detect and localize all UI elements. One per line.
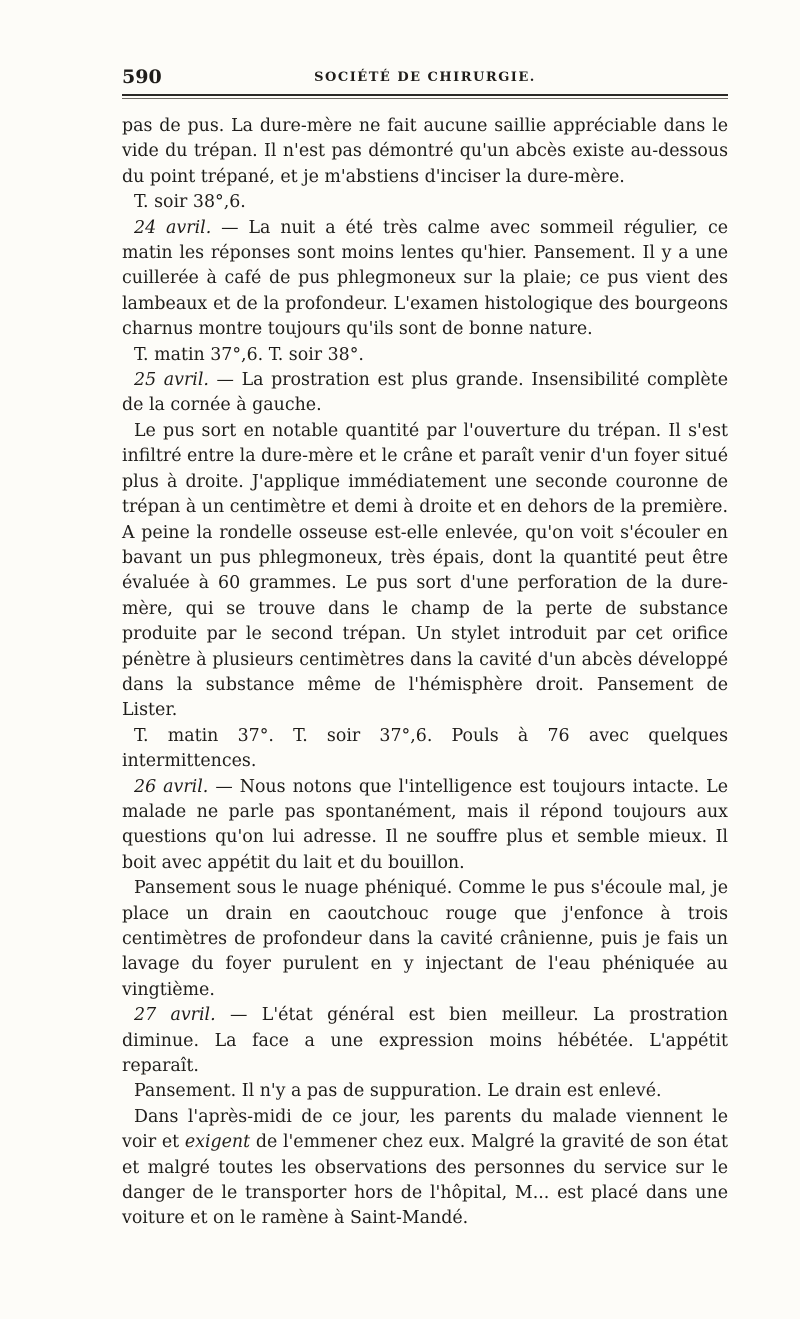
emphasis: exigent <box>184 1132 251 1153</box>
paragraph: Pansement sous le nuage phéniqué. Comme le pus s'écoule mal, je place un drain en caoutchouc rouge que j'enfonce à trois centimètres de profondeur dans la cavité crânienne, puis je fais un lavage du foyer purulent en y injectant de l'eau phéniquée au vingtième. <box>122 878 728 1000</box>
page <box>122 64 728 1232</box>
paragraph: Dans l'après-midi de ce jour, les parents du malade viennent le voir et exigent de l'emmener chez eux. Malgré la gravité de son état et malgré toutes les observations des personnes du service sur le danger de le transporter hors de l'hôpital, M... est placé dans une voiture et on le ramène à Saint-Mandé. <box>122 1106 728 1229</box>
paragraph: 26 avril. — Nous notons que l'intelligence est toujours intacte. Le malade ne parle pas spontanément, mais il répond toujours aux questions qu'on lui adresse. Il ne souffre plus et semble mieux. Il boit avec appétit du lait et du bouillon. <box>122 776 728 873</box>
entry-date: 25 avril. <box>134 370 209 391</box>
paragraph: pas de pus. La dure-mère ne fait aucune saillie appréciable dans le vide du trépan. Il n'est pas démontré qu'un abcès existe au-dessous du point trépané, et je m'abstiens d'inciser la dure-mère. <box>122 116 728 187</box>
paragraph: T. matin 37°,6. T. soir 38°. <box>134 344 364 365</box>
paragraph: T. soir 38°,6. <box>134 192 246 213</box>
entry-date: 27 avril. <box>134 1005 216 1026</box>
page-number: 590 <box>122 66 162 88</box>
body-text <box>122 114 728 1232</box>
paragraph: 25 avril. — La prostration est plus grande. Insensibilité complète de la cornée à gauche. <box>122 370 728 416</box>
paragraph: 24 avril. — La nuit a été très calme avec sommeil régulier, ce matin les réponses sont moins lentes qu'hier. Pansement. Il y a une cuillerée à café de pus phlegmoneux sur la plaie; ce pus vient des lambeaux et de la profondeur. L'examen histologique des bourgeons charnus montre toujours qu'ils sont de bonne nature. <box>122 217 728 340</box>
page-header <box>122 64 728 96</box>
paragraph: Pansement. Il n'y a pas de suppuration. Le drain est enlevé. <box>134 1081 662 1102</box>
entry-date: 24 avril. <box>134 217 212 238</box>
paragraph: Le pus sort en notable quantité par l'ouverture du trépan. Il s'est infiltré entre la dure-mère et le crâne et paraît venir d'un foyer situé plus à droite. J'applique immédiatement une seconde couronne de trépan à un centimètre et demi à droite et en dehors de la première. A peine la rondelle osseuse est-elle enlevée, qu'on voit s'écouler en bavant un pus phlegmoneux, très épais, dont la quantité peut être évaluée à 60 grammes. Le pus sort d'une perforation de la dure-mère, qui se trouve dans le champ de la perte de substance produite par le second trépan. Un stylet introduit par cet orifice pénètre à plusieurs centimètres dans la cavité d'un abcès développé dans la substance même de l'hémisphère droit. Pansement de Lister. <box>122 420 728 721</box>
paragraph: T. matin 37°. T. soir 37°,6. Pouls à 76 avec quelques intermittences. <box>122 725 728 772</box>
entry-date: 26 avril. <box>134 776 209 797</box>
running-title: SOCIÉTÉ DE CHIRURGIE. <box>314 70 536 85</box>
paragraph: 27 avril. — L'état général est bien meilleur. La prostration diminue. La face a une expression moins hébétée. L'appétit reparaît. <box>122 1005 728 1077</box>
